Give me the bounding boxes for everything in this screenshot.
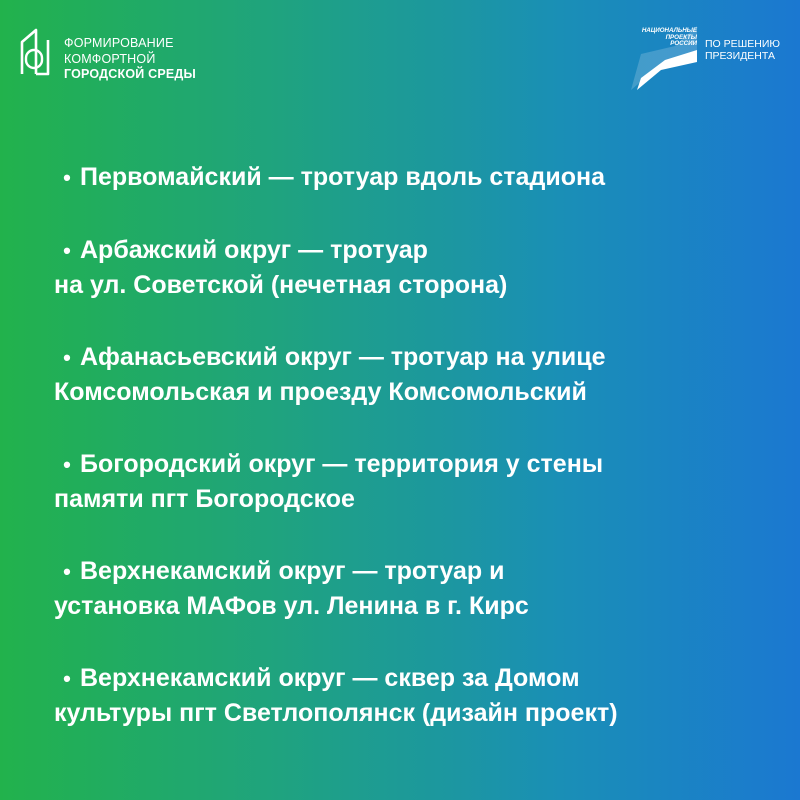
national-projects-mark-line: ПРОЕКТЫ <box>665 33 697 41</box>
national-projects-logo-icon <box>631 26 697 90</box>
list-item <box>54 340 774 409</box>
national-projects-mark-line: НАЦИОНАЛЬНЫЕ <box>641 27 697 34</box>
list-item <box>54 160 774 195</box>
list-item-line: на ул. Советской (нечетная сторона) <box>54 271 508 299</box>
list-item <box>54 447 774 516</box>
list-item-line: Верхнекамский округ — тротуар и <box>80 557 505 585</box>
projects-list <box>54 160 774 768</box>
fcs-logo-text <box>64 36 196 83</box>
fcs-logo-line: КОМФОРТНОЙ <box>64 51 156 66</box>
list-item-line: Комсомольская и проезду Комсомольский <box>54 378 587 406</box>
list-item-line: установка МАФов ул. Ленина в г. Кирс <box>54 592 529 620</box>
list-item-line: Первомайский — тротуар вдоль стадиона <box>80 163 605 191</box>
list-item-line: памяти пгт Богородское <box>54 485 355 513</box>
fcs-logo <box>18 24 196 83</box>
list-item <box>54 233 774 302</box>
bullet-icon: • <box>63 666 71 691</box>
list-item-line: Афанасьевский округ — тротуар на улице <box>80 343 606 371</box>
presidential-caption-line: ПРЕЗИДЕНТА <box>704 50 775 63</box>
fcs-logo-icon <box>18 24 52 78</box>
bullet-icon: • <box>63 452 71 477</box>
list-item-line: Верхнекамский округ — сквер за Домом <box>80 664 580 692</box>
presidential-caption <box>705 38 780 62</box>
list-item <box>54 554 774 623</box>
bullet-icon: • <box>63 345 71 370</box>
list-item-line: Богородский округ — территория у стены <box>80 450 604 478</box>
list-item-line: Арбажский округ — тротуар <box>80 236 428 264</box>
fcs-logo-line: ГОРОДСКОЙ СРЕДЫ <box>64 67 196 82</box>
national-projects-mark-text <box>635 28 697 48</box>
presidential-caption-line: ПО РЕШЕНИЮ <box>704 38 780 50</box>
list-item <box>54 661 774 730</box>
bullet-icon: • <box>63 238 71 263</box>
bullet-icon: • <box>63 165 71 190</box>
national-projects-logo <box>631 26 780 90</box>
fcs-logo-line: ФОРМИРОВАНИЕ <box>64 36 174 50</box>
national-projects-mark-line: РОССИИ <box>670 40 697 47</box>
list-item-line: культуры пгт Светлополянск (дизайн проект) <box>54 699 618 727</box>
bullet-icon: • <box>63 559 71 584</box>
